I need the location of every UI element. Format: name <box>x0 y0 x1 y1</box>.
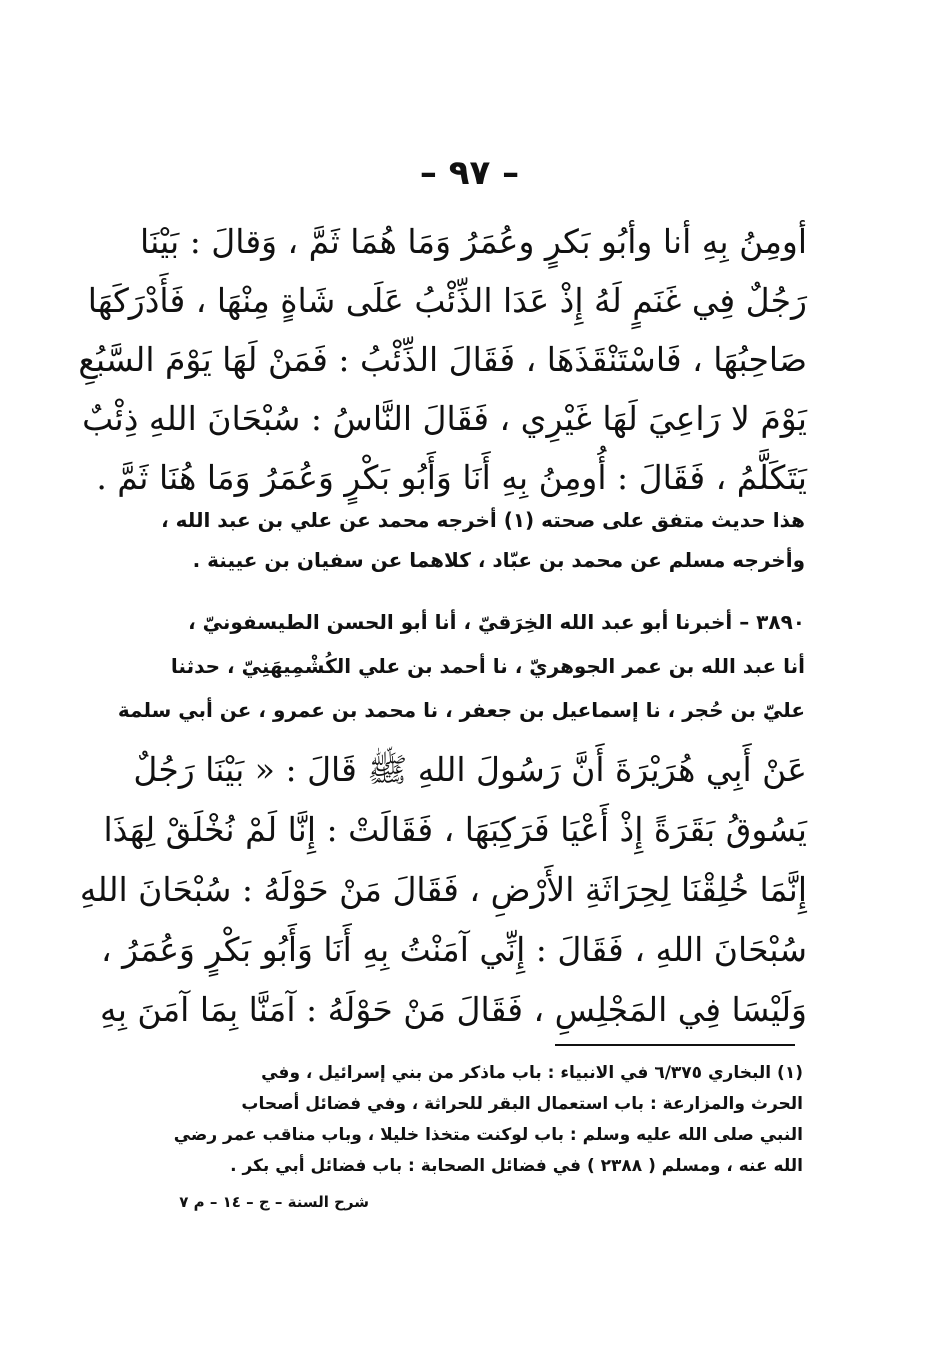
footnote-line: (١) البخاري ٦/٣٧٥ في الانبياء : باب ماذكر من بني إسرائيل ، وفي <box>261 1063 803 1083</box>
hadith-line: يَسُوقُ بَقَرَةً إِذْ أَعْيَا فَرَكِبَهَا ، فَقَالَتْ : إِنَّا لَمْ نُخْلَقْ لِهَذَا <box>103 810 807 849</box>
authentication-line: وأخرجه مسلم عن محمد بن عبّاد ، كلاهما عن سفيان بن عيينة . <box>192 548 805 572</box>
isnad-line: ٣٨٩٠ – أخبرنا أبو عبد الله الخِرَقيّ ، أنا أبو الحسن الطيسفونيّ ، <box>188 610 805 634</box>
isnad-line: عليّ بن حُجر ، نا إسماعيل بن جعفر ، نا محمد بن عمرو ، عن أبي سلمة <box>117 698 805 722</box>
page-number: – ٩٧ – <box>419 153 520 193</box>
hadith-line: يَوْمَ لا رَاعِيَ لَهَا غَيْرِي ، فَقَالَ النَّاسُ : سُبْحَانَ اللهِ ذِئْبٌ <box>82 399 807 438</box>
isnad-line: أنا عبد الله بن عمر الجوهريّ ، نا أحمد بن علي الكُشْمِيهَنِيّ ، حدثنا <box>170 654 805 678</box>
hadith-line: سُبْحَانَ اللهِ ، فَقَالَ : إِنِّي آمَنْتُ بِهِ أَنَا وَأَبُو بَكْرٍ وَعُمَرُ ، <box>100 930 807 969</box>
footnotes <box>123 1058 803 1182</box>
footnote-divider <box>555 1044 795 1046</box>
hadith-line: عَنْ أَبِي هُرَيْرَةَ أَنَّ رَسُولَ اللهِ ﷺ قَالَ : « بَيْنَا رَجُلٌ <box>133 750 807 789</box>
hadith-text-2 <box>79 740 807 1040</box>
footnote-line: النبي صلى الله عليه وسلم : باب لوكنت متخذا خليلا ، وباب مناقب عمر رضي <box>173 1125 803 1145</box>
authentication-line: هذا حديث متفق على صحته (١) أخرجه محمد عن علي بن عبد الله ، <box>161 508 805 532</box>
hadith-line: يَتَكَلَّمُ ، فَقَالَ : أُومِنُ بِهِ أَنَا وَأَبُو بَكْرٍ وَعُمَرُ وَمَا هُنَا ثَمَّ . <box>96 458 807 497</box>
authentication-note <box>125 500 805 580</box>
chain-of-narration <box>117 600 805 732</box>
hadith-line: وَلَيْسَا فِي المَجْلِسِ ، فَقَالَ مَنْ حَوْلَهُ : آمَنَّا بِمَا آمَنَ بِهِ <box>100 990 807 1029</box>
footnote-line: الحرث والمزارعة : باب استعمال البقر للحراثة ، وفي فضائل أصحاب <box>241 1094 803 1114</box>
hadith-line: رَجُلٌ فِي غَنَمٍ لَهُ إِذْ عَدَا الذِّئْبُ عَلَى شَاةٍ مِنْهَا ، فَأَدْرَكَهَا <box>87 281 807 320</box>
hadith-line: صَاحِبُهَا ، فَاسْتَنْقَذَهَا ، فَقَالَ الذِّئْبُ : فَمَنْ لَهَا يَوْمَ السَّبُعِ <box>78 340 807 379</box>
printer-signature: شرح السنة – ج – ١٤ – م ٧ <box>179 1193 369 1211</box>
hadith-text <box>78 212 807 507</box>
footnote-line: الله عنه ، ومسلم ( ٢٣٨٨ ) في فضائل الصحابة : باب فضائل أبي بكر . <box>230 1156 803 1176</box>
hadith-line: إِنَّمَا خُلِقْنَا لِحِرَاثَةِ الأَرْضِ ، فَقَالَ مَنْ حَوْلَهُ : سُبْحَانَ اللهِ <box>79 870 807 909</box>
hadith-line: أومِنُ بِهِ أنا وأبُو بَكرٍ وعُمَرُ وَمَا هُمَا ثَمَّ ، وَقالَ : بَيْنَا <box>140 222 807 261</box>
